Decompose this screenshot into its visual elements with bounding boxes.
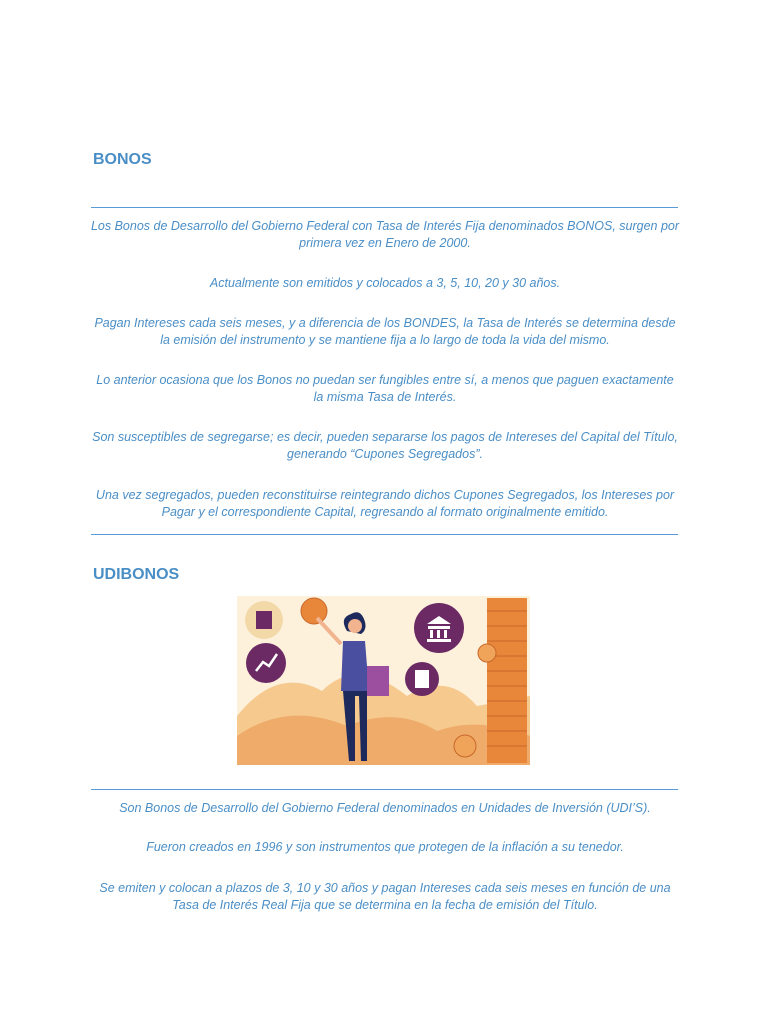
udibonos-paragraph-1: Son Bonos de Desarrollo del Gobierno Federal denominados en Unidades de Inversión (UDI’S). [119,801,651,815]
briefcase-icon [367,666,389,696]
divider [91,207,678,208]
bonos-paragraph-4: Lo anterior ocasiona que los Bonos no puedan ser fungibles entre sí, a menos que paguen exactamente la misma Tasa de Interés. [96,373,674,404]
bonos-paragraph-5: Son susceptibles de segregarse; es decir, pueden separarse los pagos de Intereses del Capital del Título, generando “Cupones Segregados”. [92,430,678,461]
bonos-paragraph-6: Una vez segregados, pueden reconstituirse reintegrando dichos Cupones Segregados, los Intereses por Pagar y el correspondiente Capital, regresando al formato originalmente emitido. [95,488,675,519]
bonos-heading: BONOS [93,151,152,168]
udibonos-paragraph-2: Fueron creados en 1996 y son instrumentos que protegen de la inflación a su tenedor. [146,840,624,854]
finance-illustration [237,596,530,765]
bonos-paragraph-2: Actualmente son emitidos y colocados a 3, 5, 10, 20 y 30 años. [209,276,561,290]
bonos-paragraph-1: Los Bonos de Desarrollo del Gobierno Federal con Tasa de Interés Fija denominados BONOS, surgen por primera vez en Enero de 2000. [90,219,680,250]
divider [91,534,678,535]
money-stack-icon [256,611,272,629]
udibonos-heading: UDIBONOS [93,566,180,583]
bonos-paragraph-3: Pagan Intereses cada seis meses, y a diferencia de los BONDES, la Tasa de Interés se determina desde la emisión del instrumento y se mantiene fija a lo largo de toda la vida del mismo. [94,316,676,347]
udibonos-paragraph-3: Se emiten y colocan a plazos de 3, 10 y 30 años y pagan Intereses cada seis meses en función de una Tasa de Interés Real Fija que se determina en la fecha de emisión del Título. [99,881,671,912]
divider [91,789,678,790]
coin-icon [301,598,327,624]
